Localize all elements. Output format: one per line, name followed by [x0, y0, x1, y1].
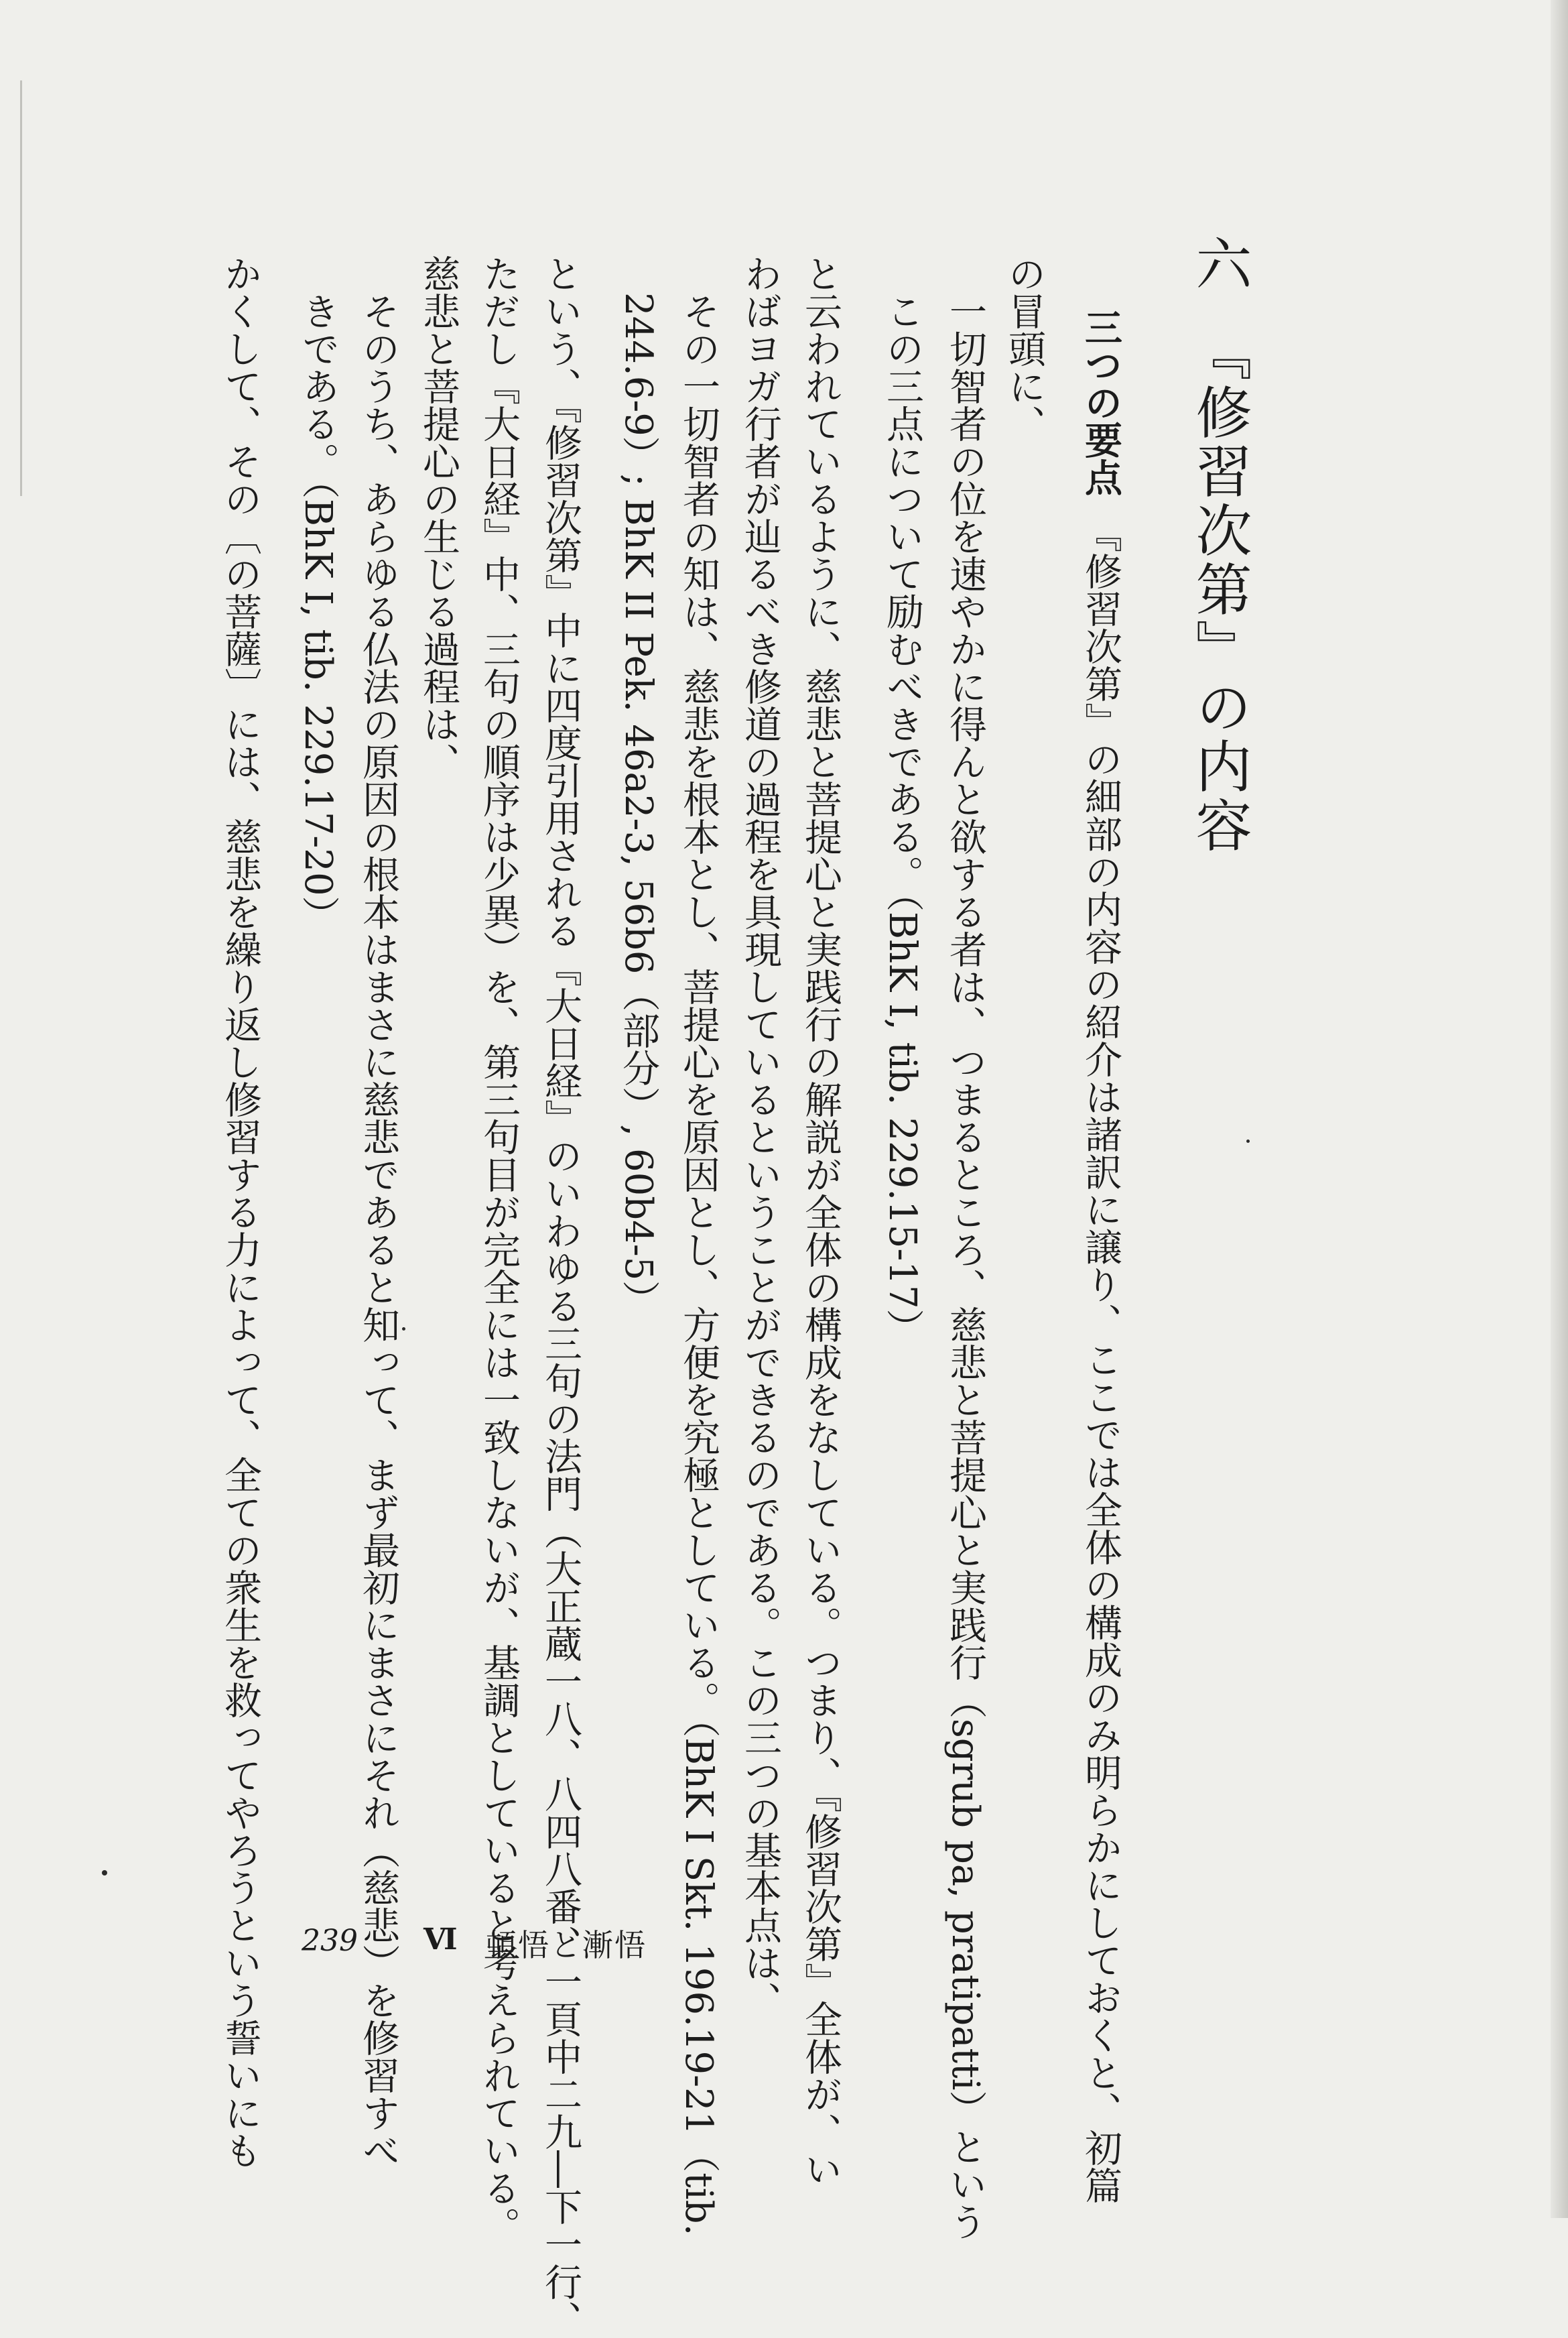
- section-heading: 六 『修習次第』の内容: [1187, 235, 1252, 855]
- scan-speck: [402, 1327, 405, 1331]
- body-line-7: 慈悲と菩提心の生じる過程は、: [417, 255, 460, 780]
- body-line-5: という、『修習次第』中に四度引用される『大日経』のいわゆる三句の法門（大正蔵一八、八四八番、一頁中二九―下一行、: [539, 255, 582, 2338]
- quote-line-4: 244.6-9）; BhK II Pek. 46a2-3, 56b6（部分）, 60b4-5）: [616, 292, 660, 1318]
- body-line-6: ただし『大日経』中、三句の順序は少異）を、第三句目が完全には一致しないが、基調としていると考えられている。: [477, 255, 521, 2244]
- body-line-3: と云われているように、慈悲と菩提心と実践行の解説が全体の構成をなしている。つまり、『修習次第』全体が、い: [799, 255, 842, 2188]
- scan-speck: [102, 1870, 107, 1875]
- quote-line-1: 一切智者の位を速やかに得んと欲する者は、つまるところ、慈悲と菩提心と実践行（sgrub pa, pratipatti）という: [943, 292, 987, 2241]
- scan-edge-right: [1551, 0, 1568, 2218]
- body-line-1: の冒頭に、: [1002, 255, 1046, 442]
- body-line-2: [1079, 308, 1122, 2204]
- body-line-8: かくして、その〔の菩薩〕には、慈悲を繰り返し修習する力によって、全ての衆生を救ってやろうという誓いにも: [218, 255, 262, 2169]
- section-label: 三つの要点: [1079, 308, 1122, 496]
- scan-edge-left: [20, 80, 22, 496]
- body-line-2-text: 『修習次第』の細部の内容の紹介は諸訳に譲り、ここでは全体の構成のみ明らかにしておくと、初篇: [1079, 496, 1122, 2204]
- chapter-title: 頓悟と漸悟: [486, 1927, 647, 1963]
- scan-speck: [1246, 1140, 1250, 1143]
- quote-line-5: そのうち、あらゆる仏法の原因の根本はまさに慈悲であると知って、まず最初にまさにそれ（慈悲）を修習すべ: [356, 292, 400, 2169]
- body-line-4: わばヨガ行者が辿るべき修道の過程を具現しているということができるのである。この三つの基本点は、: [738, 255, 782, 2019]
- quote-line-2: この三点について励むべきである。（BhK I, tib. 229.15-17）: [880, 292, 924, 1347]
- chapter-number: Ⅵ: [423, 1922, 458, 1957]
- quote-line-6: きである。（BhK I, tib. 229.17-20）: [296, 292, 340, 934]
- page-number: 239: [302, 1924, 358, 1958]
- quote-line-3: その一切智者の知は、慈悲を根本とし、菩提心を原因とし、方便を究極としている。（BhK I Skt. 196.19-21（tib.: [677, 292, 720, 2236]
